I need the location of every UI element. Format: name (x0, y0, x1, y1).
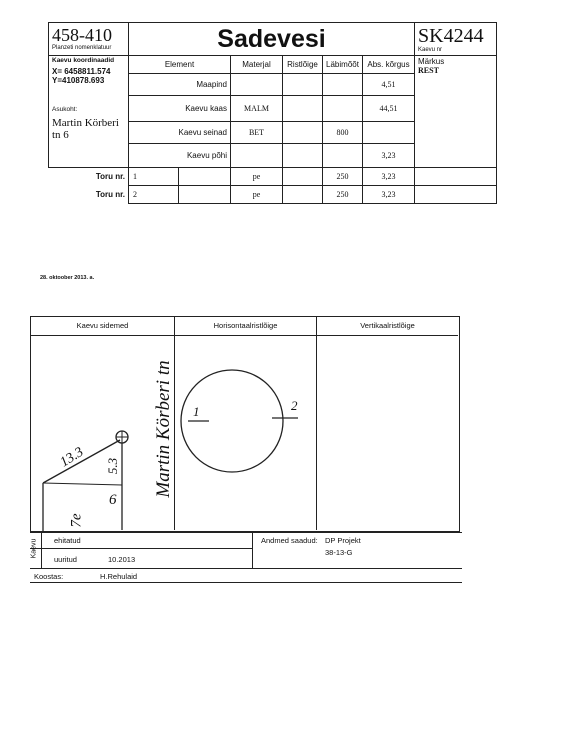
col-vertical-header: Vertikaalristlõige (360, 321, 415, 330)
location-line1: Martin Körberi (52, 117, 119, 129)
footer-line-bottom (30, 568, 462, 569)
col-links-header: Kaevu sidemed (76, 321, 129, 330)
row-element-label: Kaevu kaas (129, 96, 231, 122)
measure-side-label: 6 (109, 492, 117, 508)
data-source-value: DP Projekt (325, 536, 361, 545)
well-number: SK4244 (418, 25, 484, 47)
plan-number: 458-410 (52, 25, 112, 45)
pipe-diameter: 250 (323, 168, 363, 186)
measure-vertical-label: 5.3 (105, 457, 121, 475)
pipe-number: 2 (129, 186, 179, 204)
well-caption: Kaevu nr (418, 47, 443, 53)
col-horizontal-header: Horisontaalristlõige (213, 321, 278, 330)
coord-y: Y=410878.693 (52, 76, 105, 85)
street-handwritten-label: Martin Körberi tn (153, 360, 174, 498)
pipe-2-label: 2 (291, 398, 298, 413)
plan-caption: Planzeti nomenklatuur (52, 45, 112, 51)
notes-header: Märkus (418, 57, 445, 66)
row-element-label: Maapind (129, 74, 231, 96)
pipe-material: pe (231, 168, 283, 186)
compiled-value: H.Rehulaid (100, 572, 138, 581)
col-material: Materjal (231, 56, 283, 74)
row-diameter: 800 (323, 122, 363, 144)
coord-caption: Kaevu koordinaadid (52, 57, 115, 64)
pipe-material: pe (231, 186, 283, 204)
footer-divider-middle (252, 532, 253, 568)
notes-value: REST (418, 66, 439, 75)
row-abs-height: 4,51 (363, 74, 415, 96)
pipe-diameter: 250 (323, 186, 363, 204)
data-source-code: 38-13-G (325, 548, 353, 557)
row-material: BET (231, 122, 283, 144)
curb-line-top (43, 483, 122, 485)
row-element-label: Kaevu seinad (129, 122, 231, 144)
col-diameter: Läbimõõt (323, 56, 363, 74)
pipe-abs-height: 3,23 (363, 168, 415, 186)
measure-diagonal-label: 13.3 (57, 444, 87, 471)
row-abs-height: 44,51 (363, 96, 415, 122)
location-line2: tn 6 (52, 129, 69, 141)
pipe-label: Toru nr. (95, 190, 125, 199)
pipe-label: Toru nr. (95, 172, 125, 182)
updated-label: uuritud (54, 555, 77, 564)
footer-divider-side (41, 532, 42, 568)
col-cross-section: Ristlõige (283, 56, 323, 74)
footer-side-label: Kaevu (30, 538, 38, 559)
coord-x: X= 6458811.574 (52, 67, 111, 76)
built-label: ehitatud (54, 536, 81, 545)
footer-line-top (30, 532, 462, 533)
updated-value: 10.2013 (108, 555, 136, 564)
pipe-abs-height: 3,23 (363, 186, 415, 204)
footer-line-mid (30, 548, 252, 549)
footer-line-last (30, 582, 462, 583)
pipe-number: 1 (129, 168, 179, 186)
row-material: MALM (231, 96, 283, 122)
col-element: Element (129, 56, 231, 74)
data-source-label: Andmed saadud: (261, 536, 318, 545)
page-title: Sadevesi (217, 24, 326, 53)
row-element-label: Kaevu põhi (129, 144, 231, 168)
pipe-1-label: 1 (193, 404, 200, 419)
date-note: 28. oktoober 2013. a. (40, 275, 95, 281)
location-caption: Asukoht: (52, 106, 78, 113)
house-number-label: 7e (68, 513, 85, 528)
row-abs-height: 3,23 (363, 144, 415, 168)
col-abs-height: Abs. kõrgus (363, 56, 415, 74)
compiled-label: Koostas: (34, 572, 64, 581)
